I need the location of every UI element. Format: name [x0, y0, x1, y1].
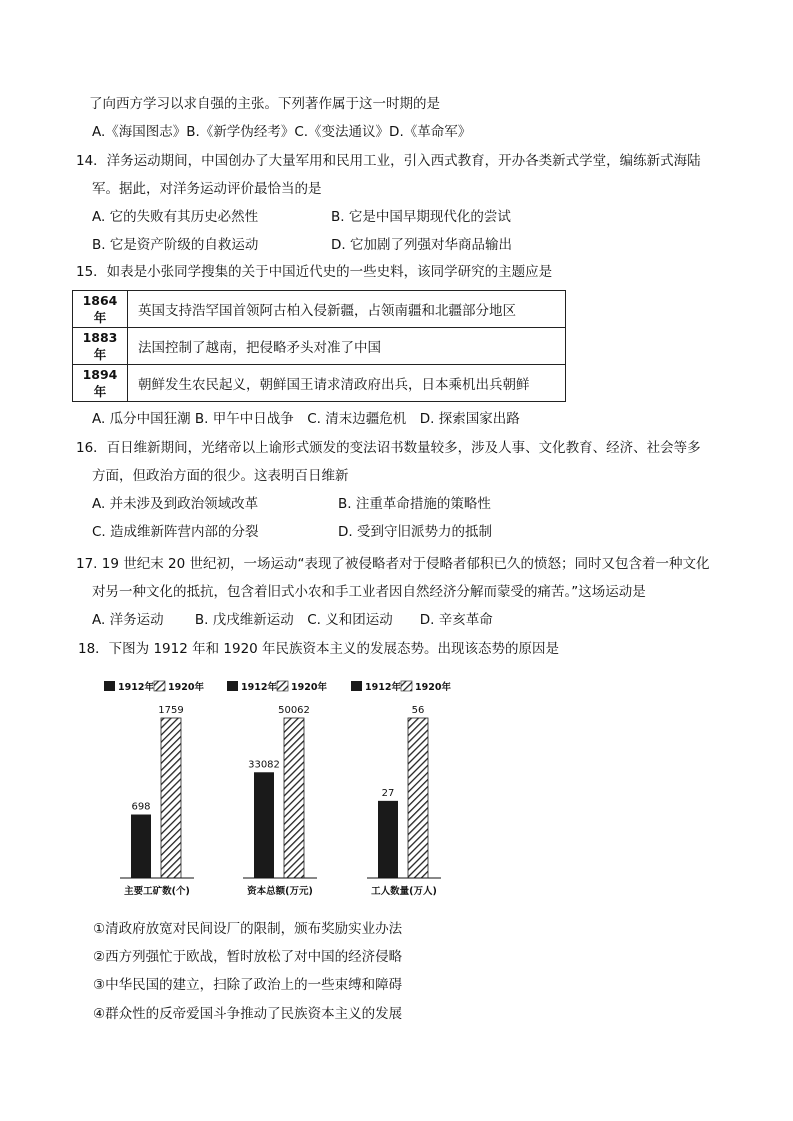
q14-option-b: B. 它是中国早期现代化的尝试 [331, 209, 511, 225]
data-label-1912: 27 [381, 787, 395, 799]
statement-4: ④群众性的反帝爱国斗争推动了民族资本主义的发展 [93, 1006, 403, 1022]
q14-stem-line2: 军。据此，对洋务运动评价最恰当的是 [92, 181, 322, 197]
table-year: 1894 年 [73, 365, 128, 402]
legend-label-1912: 1912年 [365, 682, 401, 693]
q14-option-c: B. 它是资产阶级的自救运动 [92, 237, 259, 253]
table-event: 法国控制了越南，把侵略矛头对准了中国 [128, 328, 566, 365]
history-table [72, 290, 566, 402]
x-axis-label: 资本总额(万元) [247, 886, 313, 897]
bar-1920 [284, 718, 304, 878]
legend-swatch-1920 [154, 681, 165, 691]
bar-1920 [408, 718, 428, 878]
table-row [73, 328, 566, 365]
table-event: 英国支持浩罕国首领阿古柏入侵新疆，占领南疆和北疆部分地区 [128, 291, 566, 328]
q16-option-a: A. 并未涉及到政治领域改革 [92, 496, 259, 512]
table-event: 朝鲜发生农民起义，朝鲜国王请求清政府出兵，日本乘机出兵朝鲜 [128, 365, 566, 402]
statement-3: ③中华民国的建立，扫除了政治上的一些束缚和障碍 [93, 977, 403, 993]
legend-swatch-1920 [401, 681, 412, 691]
statement-1: ①清政府放宽对民间设厂的限制，颁布奖励实业办法 [93, 921, 403, 937]
capitalism-bar-chart [96, 672, 458, 902]
q17-stem-line2: 对另一种文化的抵抗，包含着旧式小农和手工业者因自然经济分解而蒙受的痛苦。”这场运动是 [92, 584, 646, 600]
legend-swatch-1912 [104, 681, 115, 691]
q13-stem-continued: 了向西方学习以求自强的主张。下列著作属于这一时期的是 [89, 96, 440, 112]
bar-1912 [378, 801, 398, 878]
q16-option-d: D. 受到守旧派势力的抵制 [338, 524, 492, 540]
legend-swatch-1920 [277, 681, 288, 691]
q16-stem-line2: 方面，但政治方面的很少。这表明百日维新 [92, 468, 349, 484]
table-year: 1864 年 [73, 291, 128, 328]
x-axis-label: 工人数量(万人) [371, 886, 437, 897]
q14-option-d: D. 它加剧了列强对华商品输出 [331, 237, 512, 253]
legend-label-1912: 1912年 [241, 682, 277, 693]
bar-1912 [131, 815, 151, 878]
data-label-1912: 33082 [248, 759, 280, 771]
q17-options: A. 洋务运动 B. 戊戌维新运动 C. 义和团运动 D. 辛亥革命 [92, 612, 493, 628]
legend-swatch-1912 [227, 681, 238, 691]
q18-stem: 18．下图为 1912 年和 1920 年民族资本主义的发展态势。出现该态势的原因是 [78, 641, 560, 657]
legend-label-1920: 1920年 [168, 682, 204, 693]
bar-1912 [254, 772, 274, 878]
q14-stem-line1: 14．洋务运动期间，中国创办了大量军用和民用工业，引入西式教育，开办各类新式学堂，编练新式海陆 [76, 153, 701, 169]
q16-option-b: B. 注重革命措施的策略性 [338, 496, 491, 512]
q16-option-c: C. 造成维新阵营内部的分裂 [92, 524, 259, 540]
data-label-1920: 1759 [158, 705, 184, 716]
legend-swatch-1912 [351, 681, 362, 691]
x-axis-label: 主要工矿数(个) [124, 886, 190, 897]
table-year: 1883 年 [73, 328, 128, 365]
legend-label-1920: 1920年 [291, 682, 327, 693]
data-label-1912: 698 [131, 801, 151, 813]
q14-option-a: A. 它的失败有其历史必然性 [92, 209, 259, 225]
q13-options: A.《海国图志》B.《新学伪经考》C.《变法通议》D.《革命军》 [92, 124, 472, 140]
q16-stem-line1: 16．百日维新期间，光绪帝以上谕形式颁发的变法诏书数量较多，涉及人事、文化教育、经济、社会等多 [76, 440, 701, 456]
q17-stem-line1: 17. 19 世纪末 20 世纪初，一场运动“表现了被侵略者对于侵略者郁积已久的愤怒；同时又包含着一种文化 [76, 556, 710, 572]
data-label-1920: 56 [411, 705, 425, 716]
legend-label-1920: 1920年 [415, 682, 451, 693]
table-row [73, 365, 566, 402]
data-label-1920: 50062 [278, 705, 310, 716]
q15-options: A. 瓜分中国狂潮 B. 甲午中日战争 C. 清末边疆危机 D. 探索国家出路 [92, 411, 520, 427]
statement-2: ②西方列强忙于欧战，暂时放松了对中国的经济侵略 [93, 949, 403, 965]
table-row [73, 291, 566, 328]
legend-label-1912: 1912年 [118, 682, 154, 693]
q15-stem: 15．如表是小张同学搜集的关于中国近代史的一些史料，该同学研究的主题应是 [76, 264, 553, 280]
bar-1920 [161, 718, 181, 878]
